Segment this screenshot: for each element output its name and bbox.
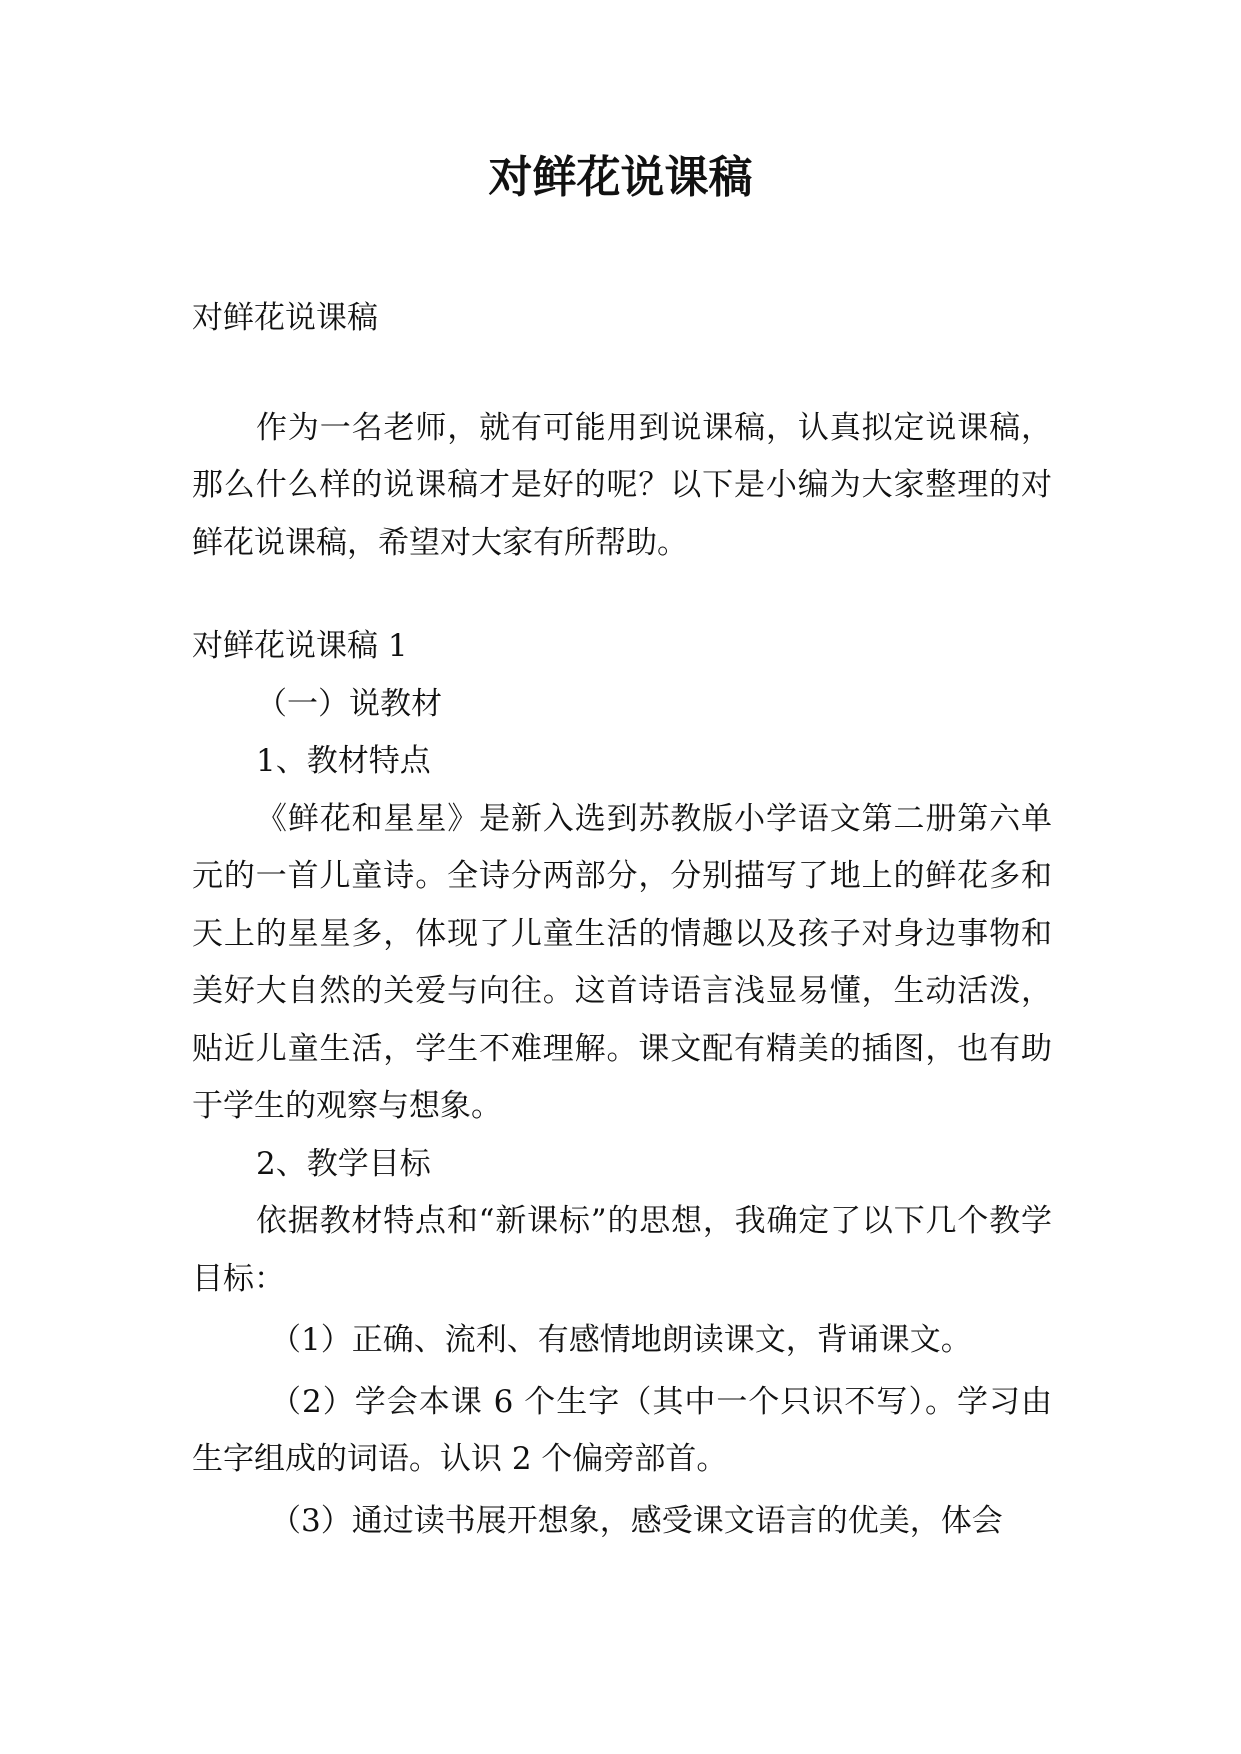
subsection-heading-2: 2、教学目标 bbox=[256, 1145, 431, 1182]
textbook-features-paragraph: 《鲜花和星星》是新入选到苏教版小学语文第二册第六单元的一首儿童诗。全诗分两部分，分别描写了地上的鲜花多和天上的星星多，体现了儿童生活的情趣以及孩子对身边事物和美好大自然的关爱与向往。这首诗语言浅显易懂，生动活泼，贴近儿童生活，学生不难理解。课文配有精美的插图，也有助于学生的观察与想象。 bbox=[192, 800, 1052, 1124]
goal-item-2: （2）学会本课 6 个生字（其中一个只识不写）。学习由生字组成的词语。认识 2 个偏旁部首。 bbox=[192, 1383, 1052, 1477]
section-heading: 对鲜花说课稿 1 bbox=[192, 628, 408, 664]
teaching-goals-paragraph: 依据教材特点和“新课标”的思想，我确定了以下几个教学目标： bbox=[192, 1203, 1052, 1297]
document-body bbox=[192, 290, 1052, 1550]
document-title: 对鲜花说课稿 bbox=[488, 152, 753, 203]
intro-paragraph: 作为一名老师，就有可能用到说课稿，认真拟定说课稿，那么什么样的说课稿才是好的呢？以下是小编为大家整理的对鲜花说课稿，希望对大家有所帮助。 bbox=[192, 409, 1052, 561]
part-heading: （一）说教材 bbox=[256, 685, 442, 722]
goal-item-1: （1）正确、流利、有感情地朗读课文，背诵课文。 bbox=[270, 1322, 972, 1358]
goal-item-3: （3）通过读书展开想象，感受课文语言的优美，体会 bbox=[270, 1502, 1003, 1539]
subsection-heading-1: 1、教材特点 bbox=[256, 743, 431, 779]
document-subtitle: 对鲜花说课稿 bbox=[192, 300, 378, 336]
